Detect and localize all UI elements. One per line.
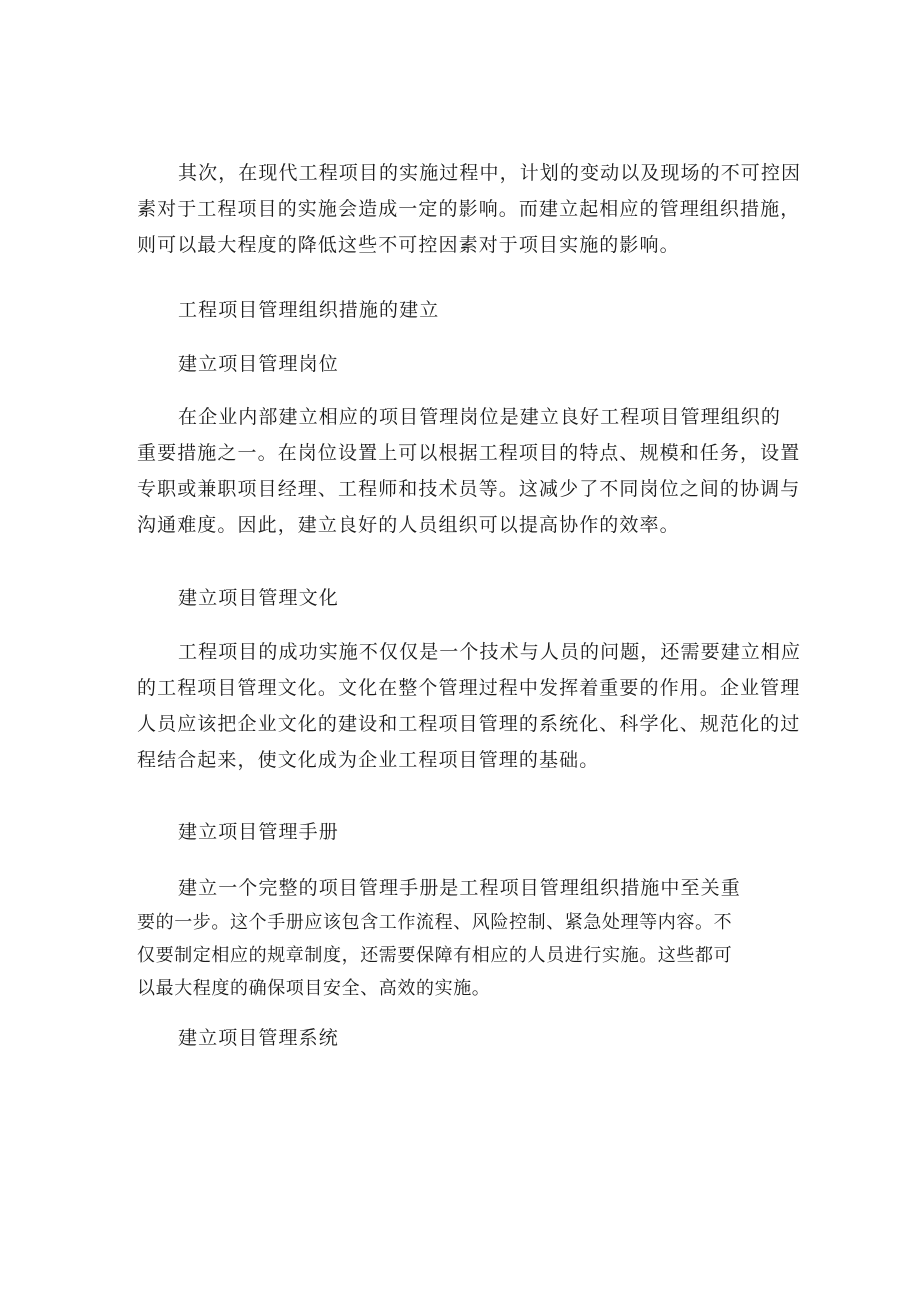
paragraph-line: 建立一个完整的项目管理手册是工程项目管理组织措施中至关重 bbox=[178, 877, 741, 899]
section-heading bbox=[137, 346, 817, 382]
paragraph-line: 仅要制定相应的规章制度，还需要保障有相应的人员进行实施。这些都可 bbox=[137, 945, 733, 966]
section-heading bbox=[137, 814, 817, 850]
paragraph-line: 重要措施之一。在岗位设置上可以根据工程项目的特点、规模和任务，设置 bbox=[137, 442, 801, 464]
paragraph-line: 人员应该把企业文化的建设和工程项目管理的系统化、科学化、规范化的过 bbox=[137, 713, 801, 735]
paragraph-line: 的工程项目管理文化。文化在整个管理过程中发挥着重要的作用。企业管理 bbox=[137, 677, 801, 699]
heading-text: 建立项目管理文化 bbox=[178, 587, 339, 609]
paragraph-line: 则可以最大程度的降低这些不可控因素对于项目实施的影响。 bbox=[137, 234, 680, 256]
paragraph-3 bbox=[137, 634, 817, 778]
paragraph-line: 在企业内部建立相应的项目管理岗位是建立良好工程项目管理组织的 bbox=[178, 406, 782, 428]
paragraph-line: 其次，在现代工程项目的实施过程中，计划的变动以及现场的不可控因 bbox=[178, 162, 802, 184]
heading-text: 工程项目管理组织措施的建立 bbox=[178, 299, 440, 321]
section-heading bbox=[137, 1020, 817, 1056]
paragraph-line: 程结合起来，使文化成为企业工程项目管理的基础。 bbox=[137, 749, 600, 771]
paragraph-1 bbox=[137, 155, 817, 263]
paragraph-line: 工程项目的成功实施不仅仅是一个技术与人员的问题，还需要建立相应 bbox=[178, 641, 802, 663]
paragraph-line: 以最大程度的确保项目安全、高效的实施。 bbox=[137, 978, 491, 999]
heading-text: 建立项目管理系统 bbox=[178, 1027, 339, 1049]
paragraph-line: 沟通难度。因此，建立良好的人员组织可以提高协作的效率。 bbox=[137, 514, 680, 536]
heading-text: 建立项目管理岗位 bbox=[178, 353, 339, 375]
paragraph-line: 专职或兼职项目经理、工程师和技术员等。这减少了不同岗位之间的协调与 bbox=[137, 478, 801, 500]
paragraph-line: 要的一步。这个手册应该包含工作流程、风险控制、紧急处理等内容。不 bbox=[137, 912, 733, 933]
paragraph-2 bbox=[137, 399, 817, 543]
heading-text: 建立项目管理手册 bbox=[178, 821, 339, 843]
section-heading bbox=[137, 580, 817, 616]
paragraph-4 bbox=[137, 870, 817, 1005]
section-heading bbox=[137, 292, 817, 328]
paragraph-line: 素对于工程项目的实施会造成一定的影响。而建立起相应的管理组织措施， bbox=[137, 198, 801, 220]
